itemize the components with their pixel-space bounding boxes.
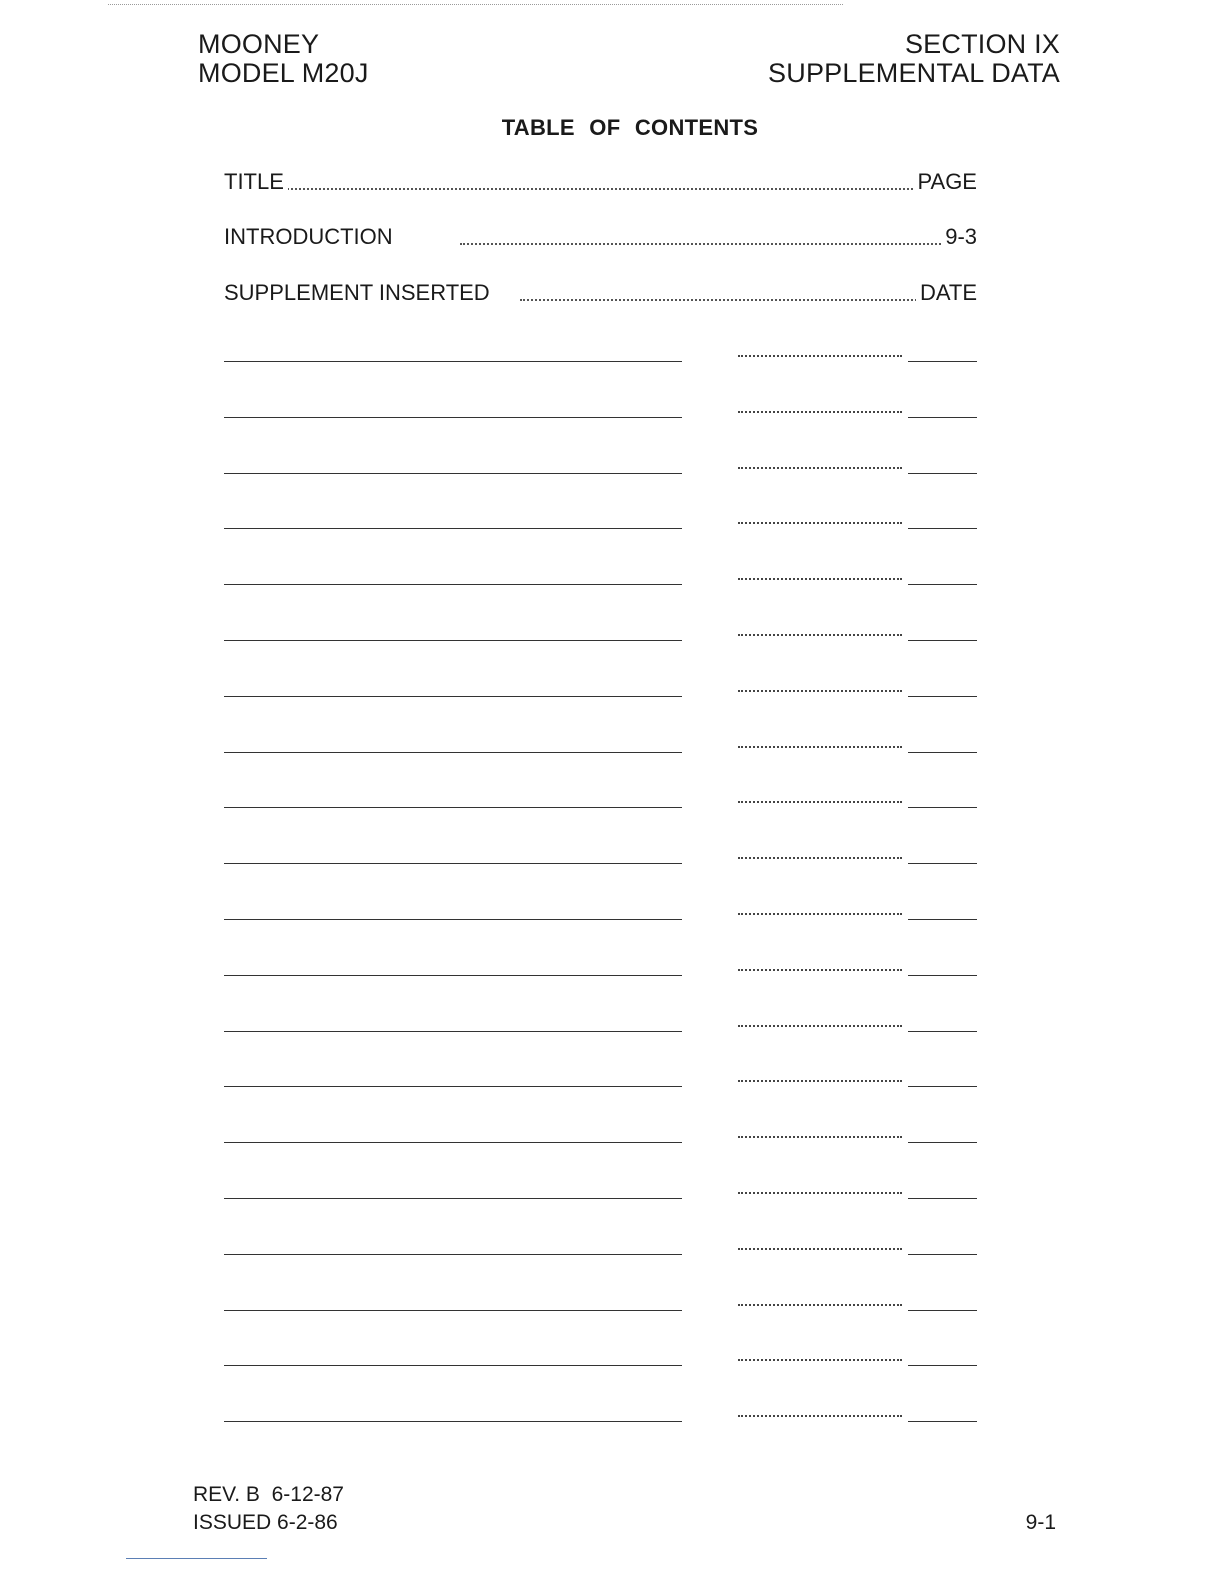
supplement-entry-row (224, 1068, 977, 1088)
supplement-title-blank (224, 1421, 682, 1422)
supplement-title-blank (224, 975, 682, 976)
supplement-entry-row (224, 1292, 977, 1312)
supplement-title-blank (224, 1254, 682, 1255)
dot-leader (738, 634, 902, 636)
supplement-title-blank (224, 1142, 682, 1143)
supplement-date-blank (908, 1031, 977, 1032)
dot-leader (738, 578, 902, 580)
supplement-date-blank (908, 473, 977, 474)
supplement-entry-row (224, 1347, 977, 1367)
revision-date: REV. B 6-12-87 (193, 1483, 344, 1506)
supplement-entry-row (224, 399, 977, 419)
supplement-entry-row (224, 901, 977, 921)
dot-leader (738, 801, 902, 803)
supplement-title-blank (224, 640, 682, 641)
toc-label: TITLE (224, 168, 288, 196)
supplement-title-blank (224, 752, 682, 753)
supplement-title-blank (224, 1031, 682, 1032)
supplement-entry-row (224, 845, 977, 865)
supplement-entry-row (224, 1403, 977, 1423)
section-number: SECTION IX (904, 29, 1060, 59)
supplement-entry-row (224, 622, 977, 642)
toc-heading: TABLE OF CONTENTS (501, 115, 759, 140)
supplement-title-blank (224, 528, 682, 529)
supplement-date-blank (908, 863, 977, 864)
revision-block (193, 1481, 344, 1537)
supplement-entry-row (224, 1236, 977, 1256)
supplement-title-blank (224, 807, 682, 808)
supplement-title-blank (224, 1198, 682, 1199)
supplement-date-blank (908, 417, 977, 418)
supplement-date-blank (908, 696, 977, 697)
supplement-date-blank (908, 1198, 977, 1199)
supplement-date-blank (908, 584, 977, 585)
dot-leader (738, 1025, 902, 1027)
toc-value: 9-3 (941, 223, 977, 251)
supplement-title-blank (224, 584, 682, 585)
supplement-title-blank (224, 919, 682, 920)
supplement-date-blank (908, 807, 977, 808)
supplement-title-blank (224, 1086, 682, 1087)
supplement-date-blank (908, 1421, 977, 1422)
dot-leader (738, 746, 902, 748)
dot-leader (738, 1192, 902, 1194)
supplement-date-blank (908, 528, 977, 529)
dot-leader (738, 355, 902, 357)
supplement-entry-row (224, 343, 977, 363)
supplement-title-blank (224, 417, 682, 418)
dot-leader (738, 411, 902, 413)
toc-value: PAGE (913, 168, 977, 196)
toc-value: DATE (916, 279, 977, 307)
issued-date: ISSUED 6-2-86 (193, 1511, 338, 1534)
toc-label: SUPPLEMENT INSERTED (224, 279, 494, 307)
bottom-edge-rule (126, 1558, 267, 1559)
supplement-date-blank (908, 1142, 977, 1143)
supplement-date-blank (908, 361, 977, 362)
supplement-title-blank (224, 863, 682, 864)
page-number: 9-1 (1025, 1511, 1056, 1534)
dot-leader (738, 1415, 902, 1417)
supplement-entry-row (224, 1124, 977, 1144)
model-name: MODEL M20J (198, 58, 369, 88)
supplement-entry-row (224, 734, 977, 754)
supplement-date-blank (908, 640, 977, 641)
dot-leader (738, 467, 902, 469)
supplement-entry-row (224, 678, 977, 698)
supplement-date-blank (908, 1086, 977, 1087)
dot-leader (738, 522, 902, 524)
dot-leader (738, 969, 902, 971)
section-title: SUPPLEMENTAL DATA (768, 58, 1060, 88)
dot-leader (738, 1136, 902, 1138)
manufacturer-name: MOONEY (198, 29, 320, 59)
supplement-date-blank (908, 1365, 977, 1366)
dot-leader (738, 1080, 902, 1082)
supplement-title-blank (224, 361, 682, 362)
supplement-title-blank (224, 473, 682, 474)
supplement-entry-row (224, 566, 977, 586)
supplement-title-blank (224, 696, 682, 697)
supplement-entry-row (224, 1013, 977, 1033)
supplement-entry-row (224, 1180, 977, 1200)
dot-leader (738, 1248, 902, 1250)
supplement-title-blank (224, 1310, 682, 1311)
supplement-entry-row (224, 957, 977, 977)
dot-leader (738, 1359, 902, 1361)
dot-leader (738, 1304, 902, 1306)
supplement-date-blank (908, 975, 977, 976)
supplement-title-blank (224, 1365, 682, 1366)
supplement-entry-row (224, 455, 977, 475)
dot-leader (738, 857, 902, 859)
dot-leader (738, 690, 902, 692)
supplement-date-blank (908, 752, 977, 753)
supplement-entry-row (224, 789, 977, 809)
toc-label: INTRODUCTION (224, 223, 397, 251)
dot-leader (738, 913, 902, 915)
supplement-date-blank (908, 1310, 977, 1311)
supplement-date-blank (908, 1254, 977, 1255)
supplement-date-blank (908, 919, 977, 920)
supplement-entry-row (224, 510, 977, 530)
